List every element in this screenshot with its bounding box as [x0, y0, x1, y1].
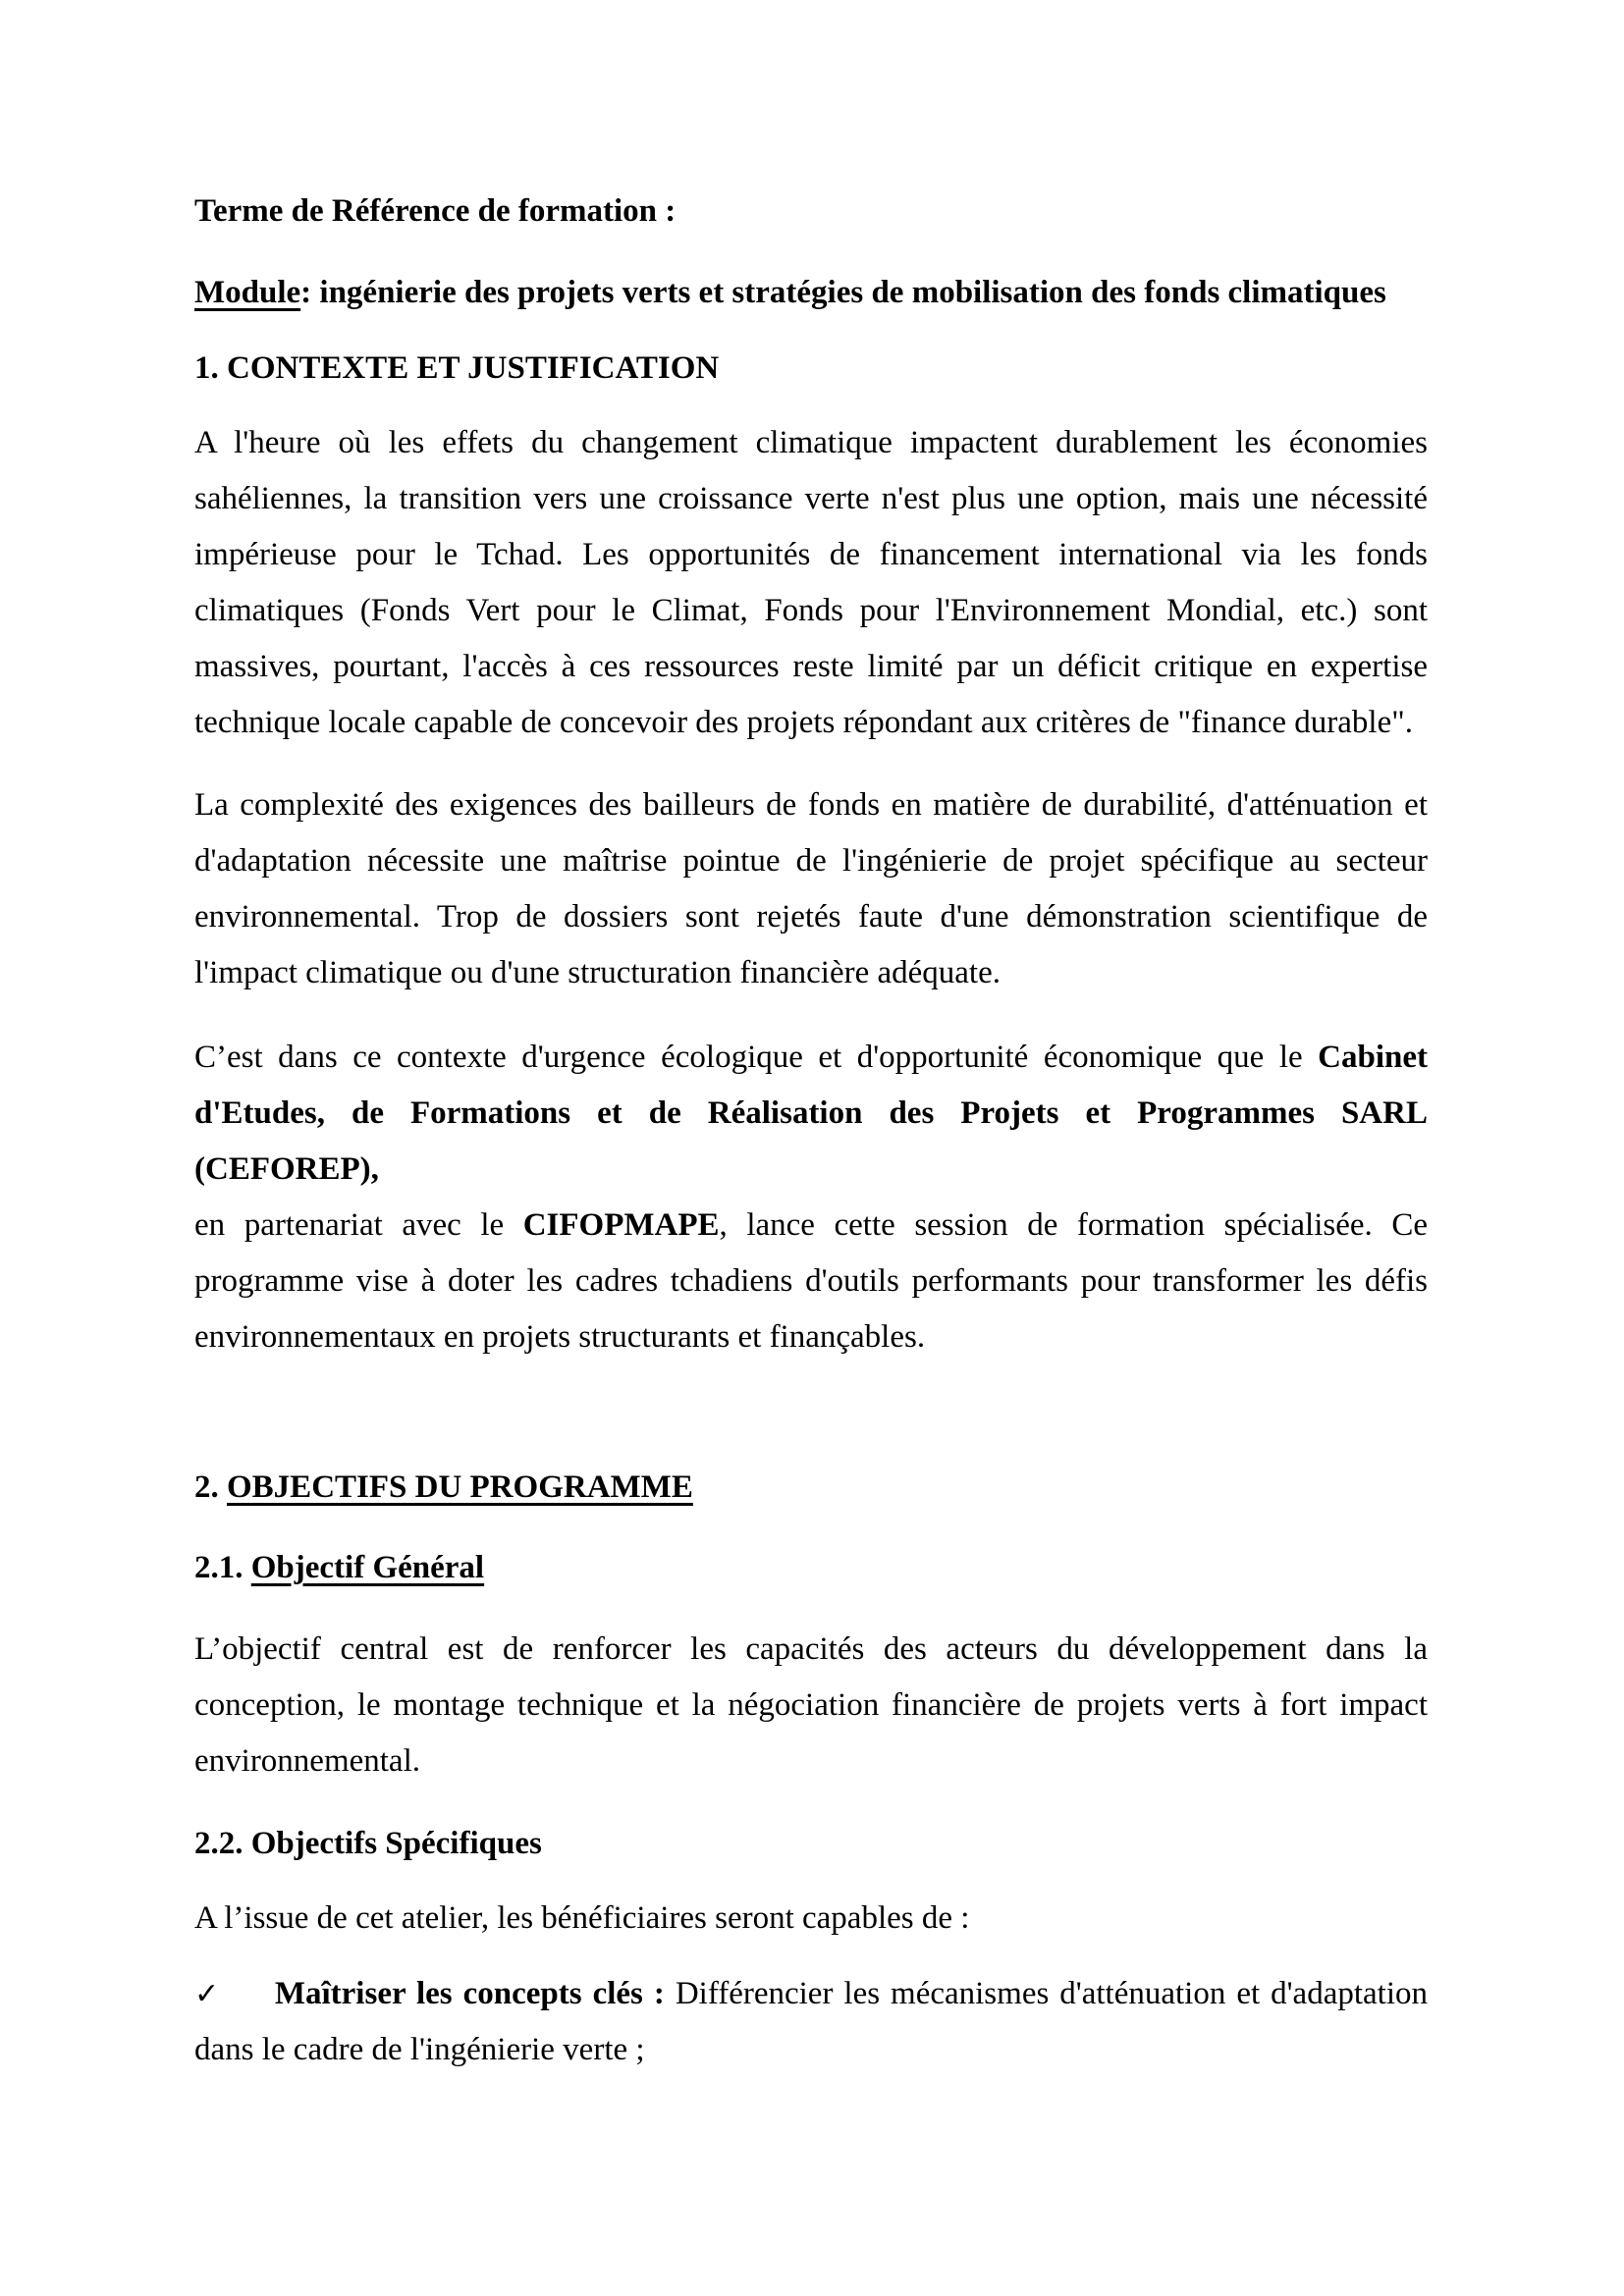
heading-text: Objectif Général: [250, 1550, 485, 1585]
module-text: : ingénierie des projets verts et stratégies de mobilisation des fonds climatiques: [300, 275, 1386, 310]
text-line: [194, 1966, 1428, 2022]
intro-line: A l’issue de cet atelier, les bénéficiaires seront capables de :: [194, 1900, 970, 1936]
text-segment-bold: CIFOPMAPE: [522, 1207, 720, 1243]
text-segment-bold: Cabinet: [1318, 1040, 1428, 1075]
module-line: [194, 265, 1428, 321]
heading-number: 2.: [194, 1469, 227, 1505]
text-line: climatiques (Fonds Vert pour le Climat, Fonds pour l'Environnement Mondial, etc.) sont: [194, 593, 1428, 628]
text-segment: Différencier les mécanismes d'atténuation et d'adaptation: [664, 1976, 1428, 2011]
heading-objectifs: [194, 1460, 1428, 1516]
heading-objectifs-specifiques: 2.2. Objectifs Spécifiques: [194, 1826, 542, 1861]
text-segment-bold: Maîtriser les concepts clés :: [274, 1976, 665, 2011]
text-line: conception, le montage technique et la négociation financière de projets verts à fort impact: [194, 1687, 1428, 1723]
module-label: Module: [194, 275, 301, 310]
text-line: environnemental. Trop de dossiers sont rejetés faute d'une démonstration scientifique de: [194, 899, 1428, 934]
text-line: [194, 1198, 1428, 1254]
text-line: d'Etudes, de Formations et de Réalisation des Projets et Programmes SARL (CEFOREP),: [194, 1095, 1428, 1187]
text-line: environnemental.: [194, 1743, 421, 1779]
paragraph-contexte-3: [194, 1030, 1428, 1365]
paragraph-objectif-general: [194, 1622, 1428, 1789]
bullet-item: [194, 1966, 1428, 2078]
text-line: L’objectif central est de renforcer les capacités des acteurs du développement dans la: [194, 1631, 1428, 1667]
checkmark-icon: ✓: [194, 1977, 222, 2011]
doc-title: Terme de Référence de formation :: [194, 193, 677, 229]
text-line: massives, pourtant, l'accès à ces ressources reste limité par un déficit critique en expertise: [194, 649, 1428, 684]
text-line: environnementaux en projets structurants et finançables.: [194, 1319, 926, 1355]
text-line: d'adaptation nécessite une maîtrise pointue de l'ingénierie de projet spécifique au secteur: [194, 843, 1428, 879]
text-line: La complexité des exigences des bailleurs de fonds en matière de durabilité, d'atténuation et: [194, 787, 1428, 823]
heading-objectif-general: [194, 1540, 1428, 1596]
text-line: sahéliennes, la transition vers une croissance verte n'est plus une option, mais une nécessité: [194, 481, 1428, 516]
text-line: programme vise à doter les cadres tchadiens d'outils performants pour transformer les défis: [194, 1263, 1428, 1299]
text-segment: , lance cette session de formation spécialisée. Ce: [719, 1207, 1428, 1243]
heading-number: 2.1.: [194, 1550, 251, 1585]
text-line: technique locale capable de concevoir des projets répondant aux critères de "finance durable".: [194, 705, 1413, 740]
text-line: impérieuse pour le Tchad. Les opportunités de financement international via les fonds: [194, 537, 1428, 572]
text-line: A l'heure où les effets du changement climatique impactent durablement les économies: [194, 425, 1428, 460]
text-segment: en partenariat avec le: [194, 1207, 523, 1243]
text-segment: C’est dans ce contexte d'urgence écologique et d'opportunité économique que le: [194, 1040, 1319, 1075]
text-line: l'impact climatique ou d'une structuration financière adéquate.: [194, 955, 1001, 990]
paragraph-contexte-2: [194, 777, 1428, 1001]
text-line: dans le cadre de l'ingénierie verte ;: [194, 2032, 645, 2067]
text-line: [194, 1030, 1428, 1086]
heading-contexte: 1. CONTEXTE ET JUSTIFICATION: [194, 350, 720, 386]
paragraph-contexte-1: [194, 415, 1428, 751]
heading-text: OBJECTIFS DU PROGRAMME: [227, 1469, 693, 1505]
